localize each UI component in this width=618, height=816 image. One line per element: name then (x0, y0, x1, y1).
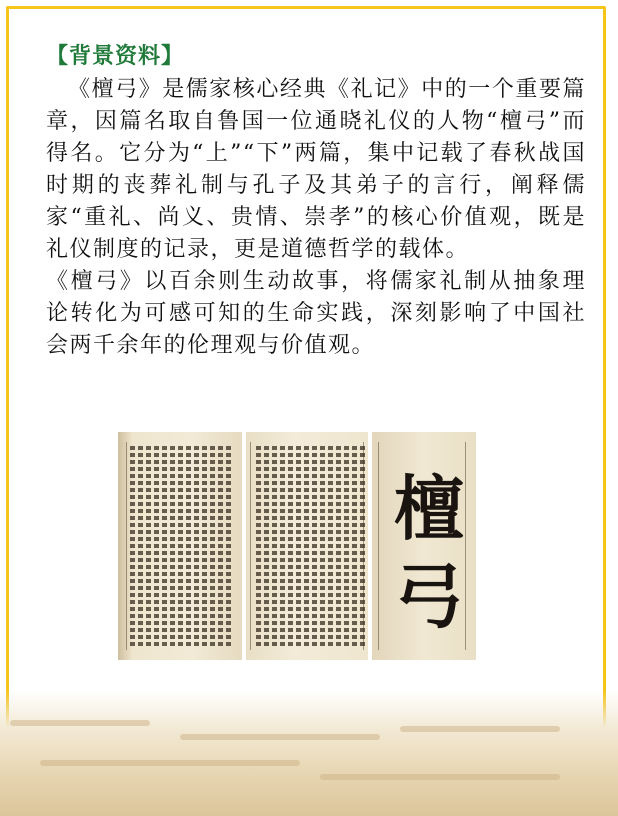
title-char-1: 檀 (394, 467, 464, 550)
book-page-middle (246, 432, 368, 660)
book-cover-title (372, 432, 476, 660)
book-page-left (118, 432, 242, 660)
decorative-ink-wash (0, 690, 618, 816)
paragraph-2: 《檀弓》以百余则生动故事，将儒家礼制从抽象理论转化为可感可知的生命实践，深刻影响了中国社会两千余年的伦理观与价值观。 (46, 269, 586, 358)
section-title: 【背景资料】 (46, 43, 185, 69)
title-char-2: 弓 (394, 555, 464, 638)
paragraph-1: 《檀弓》是儒家核心经典《礼记》中的一个重要篇章，因篇名取自鲁国一位通晓礼仪的人物“檀弓”而得名。它分为“上”“下”两篇，集中记载了春秋战国时期的丧葬礼制与孔子及其弟子的言行，阐释儒家“重礼、尚义、贵情、崇孝”的核心价值观，既是礼仪制度的记录，更是道德哲学的载体。 (46, 77, 586, 262)
text-content (46, 40, 586, 362)
book-photo (118, 432, 476, 660)
